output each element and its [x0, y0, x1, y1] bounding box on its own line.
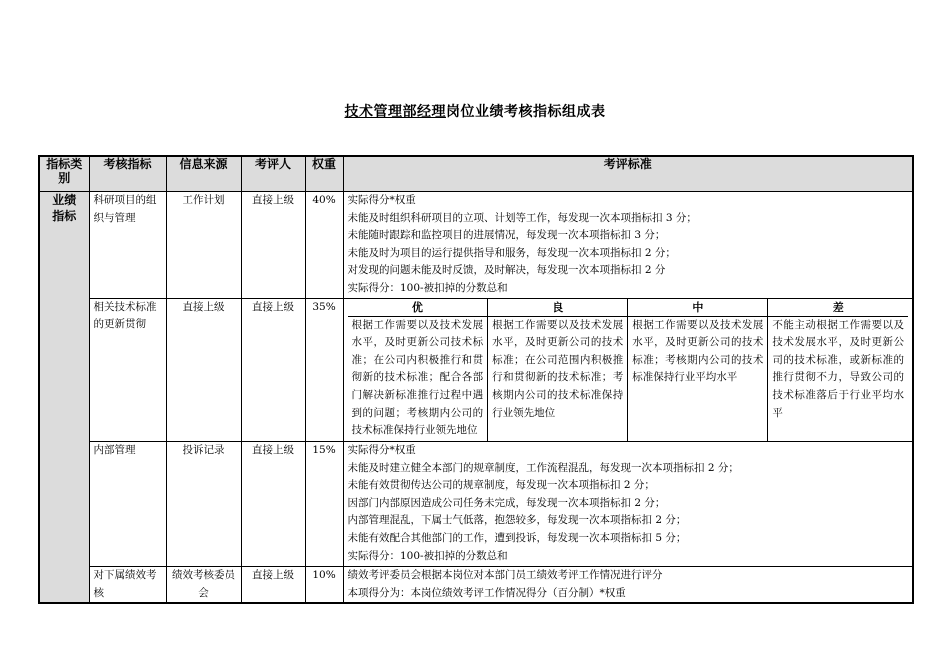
table-row [39, 442, 913, 567]
criteria-line: 绩效考评委员会根据本岗位对本部门员工绩效考评工作情况进行评分 [347, 569, 663, 582]
indicator-cell: 科研项目的组织与管理 [89, 192, 166, 299]
grade-text-poor: 不能主动根据工作需要以及技术发展水平，及时更新公司的技术标准，或新标准的推行贯彻不力，导致公司的技术标准落后于行业平均水平 [768, 316, 908, 441]
title-rest: 岗位业绩考核指标组成表 [446, 104, 606, 120]
criteria-line: 未能有效配合其他部门的工作，遭到投诉，每发现一次本项指标扣 5 分； [347, 532, 687, 545]
page-title [0, 101, 950, 121]
grade-label-good: 良 [488, 299, 628, 317]
indicator-cell: 对下属绩效考核 [89, 567, 166, 604]
evaluator-cell: 直接上级 [241, 567, 305, 604]
weight-cell: 10% [305, 567, 343, 604]
source-cell: 绩效考核委员会 [166, 567, 241, 604]
weight-cell: 40% [305, 192, 343, 299]
indicator-cell: 相关技术标准的更新贯彻 [89, 298, 166, 442]
source-cell: 工作计划 [166, 192, 241, 299]
grade-header-row [348, 299, 909, 317]
kpi-table [38, 155, 914, 604]
header-weight: 权重 [305, 156, 343, 192]
table-row [39, 298, 913, 442]
criteria-cell [343, 192, 913, 299]
evaluator-cell: 直接上级 [241, 298, 305, 442]
table-row [39, 567, 913, 604]
criteria-cell [343, 567, 913, 604]
grade-table [348, 299, 909, 442]
evaluator-cell: 直接上级 [241, 442, 305, 567]
criteria-line: 未能有效贯彻传达公司的规章制度，每发现一次本项指标扣 2 分； [347, 479, 655, 492]
weight-cell: 15% [305, 442, 343, 567]
title-underlined: 技术管理部经理 [344, 104, 446, 120]
criteria-line: 实际得分：100-被扣掉的分数总和 [347, 281, 508, 294]
header-row [39, 156, 913, 192]
evaluator-cell: 直接上级 [241, 192, 305, 299]
criteria-line: 实际得分*权重 [347, 444, 416, 457]
source-cell: 投诉记录 [166, 442, 241, 567]
criteria-line: 未能随时跟踪和监控项目的进展情况，每发现一次本项指标扣 3 分； [347, 229, 666, 242]
grade-text-excellent: 根据工作需要以及技术发展水平，及时更新公司技术标准；在公司内积极推行和贯彻新的技术标准；配合各部门解决新标准推行过程中遇到的问题；考核期内公司的技术标准保持行业领先地位 [348, 316, 488, 441]
source-cell: 直接上级 [166, 298, 241, 442]
grade-label-excellent: 优 [348, 299, 488, 317]
criteria-line: 内部管理混乱，下属士气低落，抱怨较多，每发现一次本项指标扣 2 分； [347, 514, 687, 527]
header-indicator: 考核指标 [89, 156, 166, 192]
grade-label-poor: 差 [768, 299, 908, 317]
header-source: 信息来源 [166, 156, 241, 192]
grade-grid-cell [343, 298, 913, 442]
grade-label-average: 中 [628, 299, 768, 317]
grade-text-average: 根据工作需要以及技术发展水平，及时更新公司的技术标准；考核期内公司的技术标准保持行业平均水平 [628, 316, 768, 441]
grade-text-good: 根据工作需要以及技术发展水平，及时更新公司的技术标准；在公司范围内积极推行和贯彻新的技术标准；考核期内公司的技术标准保持行业领先地位 [488, 316, 628, 441]
criteria-line: 实际得分*权重 [347, 194, 416, 206]
criteria-cell [343, 442, 913, 567]
criteria-line: 未能及时为项目的运行提供指导和服务，每发现一次本项指标扣 2 分； [347, 246, 676, 259]
criteria-line: 对发现的问题未能及时反馈，及时解决，每发现一次本项指标扣 2 分 [347, 264, 666, 277]
weight-cell: 35% [305, 298, 343, 442]
header-category: 指标类别 [39, 156, 89, 192]
grade-text-row [348, 316, 909, 441]
criteria-line: 未能及时组织科研项目的立项、计划等工作，每发现一次本项指标扣 3 分； [347, 211, 697, 224]
table-row [39, 192, 913, 299]
criteria-line: 本项得分为：本岗位绩效考评工作情况得分（百分制）*权重 [347, 586, 626, 599]
indicator-cell: 内部管理 [89, 442, 166, 567]
header-criteria: 考评标准 [343, 156, 913, 192]
criteria-line: 因部门内部原因造成公司任务未完成，每发现一次本项指标扣 2 分； [347, 496, 666, 509]
header-evaluator: 考评人 [241, 156, 305, 192]
category-label: 业绩指标 [52, 193, 77, 223]
criteria-line: 实际得分：100-被扣掉的分数总和 [347, 549, 508, 562]
category-cell [39, 192, 89, 604]
criteria-line: 未能及时建立健全本部门的规章制度，工作流程混乱，每发现一次本项指标扣 2 分； [347, 461, 739, 474]
